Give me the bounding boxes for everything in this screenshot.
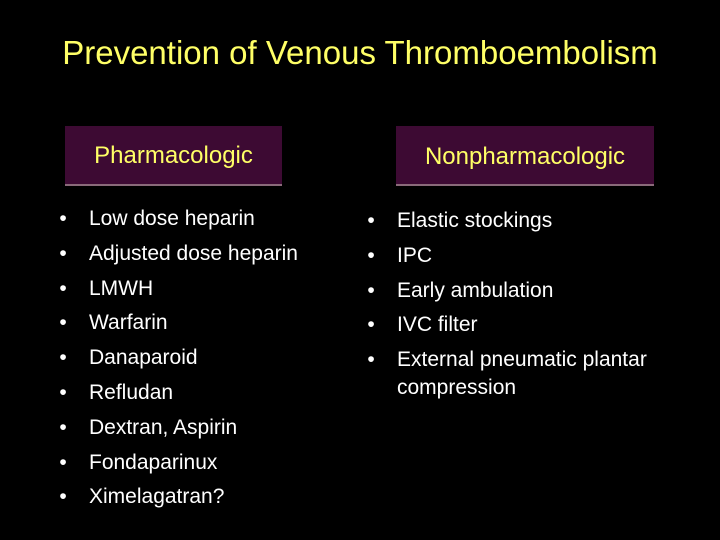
list-item: • Ximelagatran? [56,480,346,515]
column-header-pharmacologic: Pharmacologic [65,126,282,186]
bullet-icon: • [59,276,67,300]
bullet-icon: • [59,485,67,509]
nonpharmacologic-list [364,204,704,402]
list-item: • IVC filter [364,308,704,343]
bullet-icon: • [59,207,67,230]
bullet-icon: • [367,348,375,372]
bullet-icon: • [59,380,67,404]
list-item: • LMWH [56,272,346,307]
bullet-icon: • [59,346,67,370]
bullet-icon: • [59,241,67,265]
list-item: • Dextran, Aspirin [56,411,346,446]
pharmacologic-list [56,202,346,515]
bullet-icon: • [367,278,375,302]
list-item: • External pneumatic plantar compression [364,343,704,402]
bullet-icon: • [59,415,67,439]
bullet-icon: • [59,311,67,335]
bullet-icon: • [59,450,67,474]
bullet-icon: • [367,243,375,267]
list-item: • Warfarin [56,306,346,341]
bullet-icon: • [367,209,375,232]
list-item: • Elastic stockings [364,204,704,239]
list-item: • Early ambulation [364,274,704,309]
slide-title: Prevention of Venous Thromboembolism [62,34,658,71]
list-item: • Fondaparinux [56,446,346,481]
list-item: • IPC [364,239,704,274]
column-header-nonpharmacologic: Nonpharmacologic [396,126,654,186]
list-item: • Danaparoid [56,341,346,376]
list-item: • Low dose heparin [56,202,346,237]
list-item: • Adjusted dose heparin [56,237,346,272]
bullet-icon: • [367,313,375,337]
list-item: • Refludan [56,376,346,411]
